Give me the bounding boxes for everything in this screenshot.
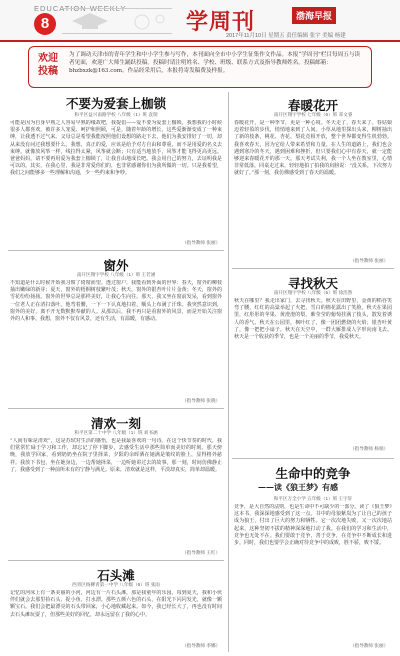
article-body: 春暖花开，是一种季节，更是一种心境。冬天走了，春天来了。春姑娘迈着轻盈的步伐，悄悄地来到了人间。小草从地里探出头来，柳树抽出了新的枝条，桃花、杏花、梨花竞相开放，整个世界都变得生机勃勃。我喜欢春天，因为它给人带来希望和力量。在人生的道路上，我们也会遇到寒冷的冬天，遇到困难和挫折，但只要我们心中有春天，就一定能够迎来春暖花开的那一天。那天考试失利，我一个人坐在教室里，心情非常低落。同桌走过来，轻轻地拍了拍我的肩膀说：“没关系，下次努力就好了。”那一刻，我仿佛感受到了春天的温暖。 <box>234 120 392 177</box>
article-byline: 南开区翔宇学校 八年级（1）班 王若涵 <box>76 272 156 277</box>
welcome-text: 为了调动天津市的青年学生和中小学生参与写作，本刊面向全市中小学生征集作文作品。本报“学周刊”栏目每周五与读者见面，欢迎广大师生踊跃投稿。投稿时请注明姓名、学校、班级、联系方式及指导教师姓名。投稿邮箱：bhzbxzk@163.com。作品经采用后，本报将寄发稿费及样报。 <box>69 52 361 74</box>
edu-label: EDUCATION WEEKLY <box>34 4 127 13</box>
paper-name: 渤海早报 <box>292 7 336 24</box>
teacher-credit: （指导教师 李娜） <box>182 644 221 649</box>
teacher-credit: （指导教师 张丽） <box>350 644 389 649</box>
article-body: 可能是因为自身早熟之人容易早熟的缘故吧，我提倡——爱不要为爱套上枷锁。我想我的小时候很多人都喜欢，被许多人宠爱、呵护和照顾，可是，随着年龄的增长，这些爱渐渐变成了一种束缚，让我透不过气来。父母总是希望我能按照他们设想的路走下去，他们为我安排好了一切，却从来没有问过我想要什么。我想，真正的爱，应该是给予对方自由和尊重，而不是用爱的名义去束缚。就像放风筝一样，线拉得太紧，风筝就会断；只有适当地放手，风筝才能飞得更高更远。爸爸妈妈，请不要再用爱为我套上枷锁了，让我自由地成长吧。我会用自己的努力，去证明我是可以的。其实，在我心里，我是非常爱你们的，也非常感谢你们为我所做的一切。只是我希望，我们之间能够多一些理解和沟通，少一些约束和争吵。 <box>10 120 222 177</box>
article-title: 春暖花开 <box>287 98 338 113</box>
welcome-box <box>28 46 372 88</box>
welcome-label: 欢迎投稿 <box>38 53 58 77</box>
teacher-credit: （指导教师 张晓） <box>182 399 221 404</box>
teacher-credit: （指导教师 张丽） <box>182 241 221 246</box>
issue-info: 2017年11月10日 星期五 责任编辑 张宇 美编 杨建 <box>226 33 346 39</box>
section-divider <box>232 458 394 459</box>
issue-number: 8 <box>34 13 56 35</box>
article-byline: 和平区益兴南路学校 八年级（1）班 袁瑞 <box>74 112 158 117</box>
section-divider <box>8 408 224 409</box>
article-byline: 西青区杨柳青第一中学 八年级（6）班 张雨 <box>72 582 160 587</box>
section-divider <box>8 250 224 251</box>
article-title: 清欢一刻 <box>90 416 141 431</box>
article-byline: 南开区翔宇学校 七年级（6）班 邓文睿 <box>273 112 353 117</box>
article-byline: 和平区第二十中学 八年级（1）班 刘书涵 <box>74 430 158 435</box>
section-divider <box>232 268 394 269</box>
article-byline: 南开区翔宇学校 八年级（5）班 徐浩然 <box>273 290 353 295</box>
teacher-credit: （指导教师 张丽） <box>350 259 389 264</box>
section-divider <box>8 560 224 561</box>
article-title: 石头滩 <box>97 568 135 583</box>
article-title: 生命中的竞争 <box>275 466 351 481</box>
article-body: 竞争，是大自然的法则，也是生命中不可缺少的一部分。读了《狼王梦》这本书，我深深地感受到了这一点。书中的母狼紫岚为了让自己的孩子成为狼王，付出了巨大的努力和牺牲。它一次次地失败，又一次次地站起来，这种坚韧不拔的精神深深地打动了我。在我们的学习和生活中，竞争也无处不在。我们要敢于竞争，善于竞争，在竞争中不断成长和进步。同时，我们也要学会正确对待竞争中的成败，胜不骄，败不馁。 <box>234 504 392 547</box>
article-body: “人间有味是清欢”，这是苏轼对生活的感悟，也是我最喜欢的一句诗。在这个快节奏的时代，我们常常忙碌于学习和工作，却忘记了停下脚步，去感受生活中那些简单而美好的时刻。那天傍晚，我放学回家，看到奶奶坐在院子里择菜，夕阳的余晖洒在她满是皱纹的脸上，显得格外慈祥。我放下书包，坐在她身边，一边帮她择菜，一边听她讲过去的故事。那一刻，时间仿佛静止了，我感受到了一种前所未有的宁静与满足。原来，清欢就是这样，平淡却真实，简单却温暖。 <box>10 438 222 473</box>
teacher-credit: （指导教师 王红） <box>182 551 221 556</box>
article-title: 寻找秋天 <box>287 276 338 291</box>
article-title: 窗外 <box>103 258 129 273</box>
graduation-cap-icon <box>62 9 172 35</box>
column-divider <box>228 92 229 652</box>
article-byline: 和平区万全小学 五年级（1）班 王宇轩 <box>273 496 353 501</box>
graduation-cap-decoration <box>62 8 172 34</box>
section-title: 学周刊 <box>186 9 256 34</box>
article-body: 不知道是什么时候开始我习惯了倚窗而望。透过窗户，我能看到外面的世界：春天，窗外的柳枝抽出嫩绿的新芽；夏天，窗外的梧桐树枝繁叶茂；秋天，窗外的银杏叶片片金黄；冬天，窗外的雪花纷纷扬扬。窗外的世界总是那样美好，让我心生向往。那天，我又坐在窗前发呆，看到窗外一位老人正在清扫落叶。他弯着腰，一下一下认真地扫着，额头上布满了汗珠。我突然意识到，窗外的美好，离不开无数默默奉献的人。从那以后，我不再只是看窗外的风景，而是开始关注窗外的人和事。我想，窗外不仅有风景，还有生活，有温暖，有感动。 <box>10 280 222 323</box>
article-title: 不要为爱套上枷锁 <box>65 96 166 111</box>
article-body: 记忆的河床上有一条美丽的小河，河边有一片石头滩，那是我童年的乐园。每到夏天，我和小伙伴们就会去那里捡石头、捉小鱼、打水漂。那些五颜六色的石头，在阳光下闪闪发光，就像一颗颗宝石。我们会把最漂亮的石头带回家，小心地收藏起来。如今，我已经长大了，再也没有时间去石头滩玩耍了，但那些美好的回忆，却永远留在了我的心中。 <box>10 590 222 618</box>
teacher-credit: （指导教师 杨娟） <box>350 447 389 452</box>
article-subtitle: ——读《狼王梦》有感 <box>258 482 338 492</box>
masthead <box>0 0 400 42</box>
article-body: 秋天在哪里？我走出家门，去寻找秋天。秋天在田野里，金黄的稻谷笑弯了腰，红红的高粱举起了火把，雪白的棉花露出了笑脸。秋天在果园里，红彤彤的苹果、黄澄澄的梨、紫莹莹的葡萄挂满了枝头，散发着诱人的香气。秋天在公园里，枫叶红了，像一团团燃烧的火焰；银杏叶黄了，像一把把小扇子。秋天在天空中，一群大雁排成人字形向南飞去。秋天是一个收获的季节，也是一个美丽的季节，我爱秋天。 <box>234 298 392 341</box>
